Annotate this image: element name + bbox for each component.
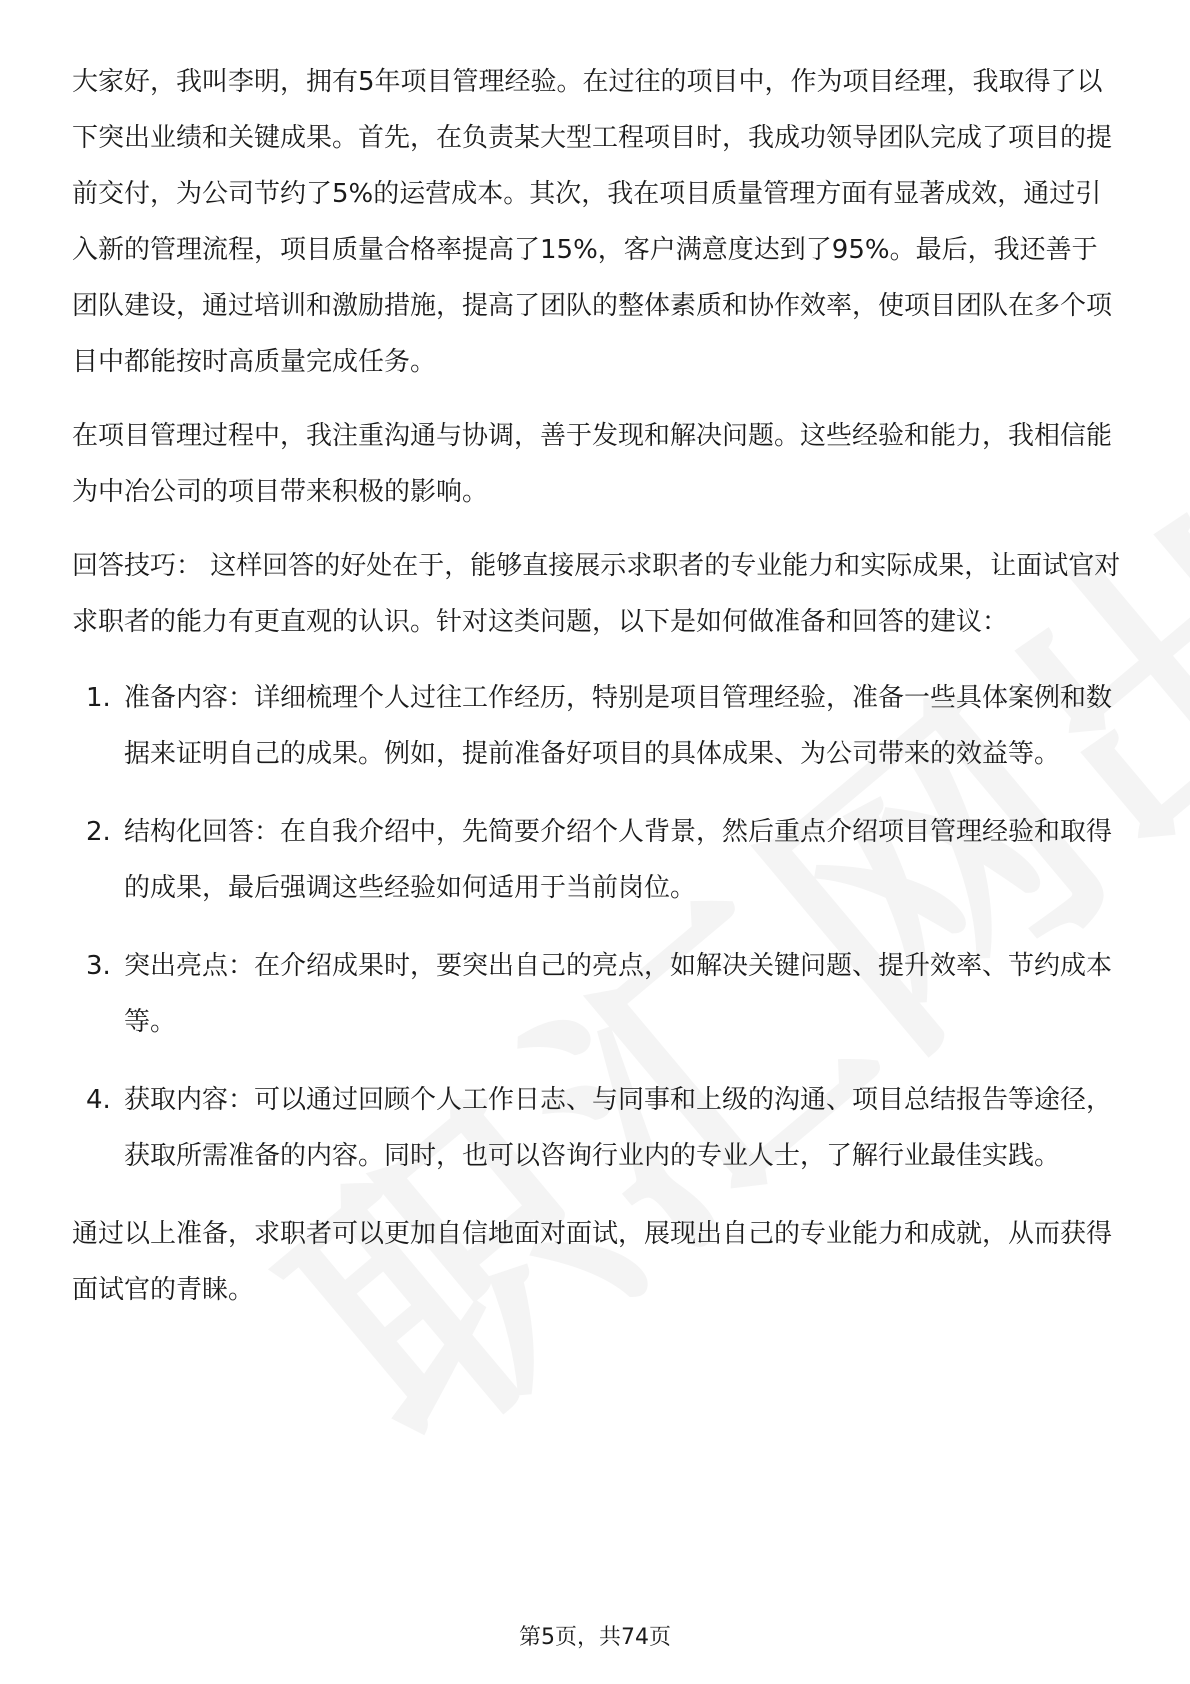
list-item-number: 3. <box>86 951 111 981</box>
paragraph-closing: 通过以上准备，求职者可以更加自信地面对面试，展现出自己的专业能力和成就，从而获得面试官的青睐。 <box>72 1219 1113 1305</box>
paragraph-tips: 回答技巧： 这样回答的好处在于，能够直接展示求职者的专业能力和实际成果，让面试官对求职者的能力有更直观的认识。针对这类问题，以下是如何做准备和回答的建议： <box>72 551 1121 637</box>
list-item-number: 1. <box>86 683 111 713</box>
list-item-text: 获取内容：可以通过回顾个人工作日志、与同事和上级的沟通、项目总结报告等途径，获取所需准备的内容。同时，也可以咨询行业内的专业人士，了解行业最佳实践。 <box>124 1085 1113 1171</box>
list-item-text: 突出亮点：在介绍成果时，要突出自己的亮点，如解决关键问题、提升效率、节约成本等。 <box>124 951 1113 1037</box>
list-item-text: 结构化回答：在自我介绍中，先简要介绍个人背景，然后重点介绍项目管理经验和取得的成果，最后强调这些经验如何适用于当前岗位。 <box>124 817 1113 903</box>
list-item <box>72 804 1122 916</box>
tips-list <box>72 670 1122 1184</box>
paragraph-second: 在项目管理过程中，我注重沟通与协调，善于发现和解决问题。这些经验和能力，我相信能为中冶公司的项目带来积极的影响。 <box>72 421 1113 507</box>
list-item <box>72 938 1122 1050</box>
page-number: 第5页，共74页 <box>519 1625 671 1650</box>
paragraph-intro: 大家好，我叫李明，拥有5年项目管理经验。在过往的项目中，作为项目经理，我取得了以下突出业绩和关键成果。首先，在负责某大型工程项目时，我成功领导团队完成了项目的提前交付，为公司节约了5%的运营成本。其次，我在项目质量管理方面有显著成效，通过引入新的管理流程，项目质量合格率提高了15%，客户满意度达到了95%。最后，我还善于团队建设，通过培训和激励措施，提高了团队的整体素质和协作效率，使项目团队在多个项目中都能按时高质量完成任务。 <box>72 67 1113 377</box>
list-item <box>72 670 1122 782</box>
list-item-number: 4. <box>86 1085 111 1115</box>
list-item-number: 2. <box>86 817 111 847</box>
list-item-text: 准备内容：详细梳理个人过往工作经历，特别是项目管理经验，准备一些具体案例和数据来证明自己的成果。例如，提前准备好项目的具体成果、为公司带来的效益等。 <box>124 683 1113 769</box>
list-item <box>72 1072 1122 1184</box>
document-body <box>72 54 1122 1318</box>
